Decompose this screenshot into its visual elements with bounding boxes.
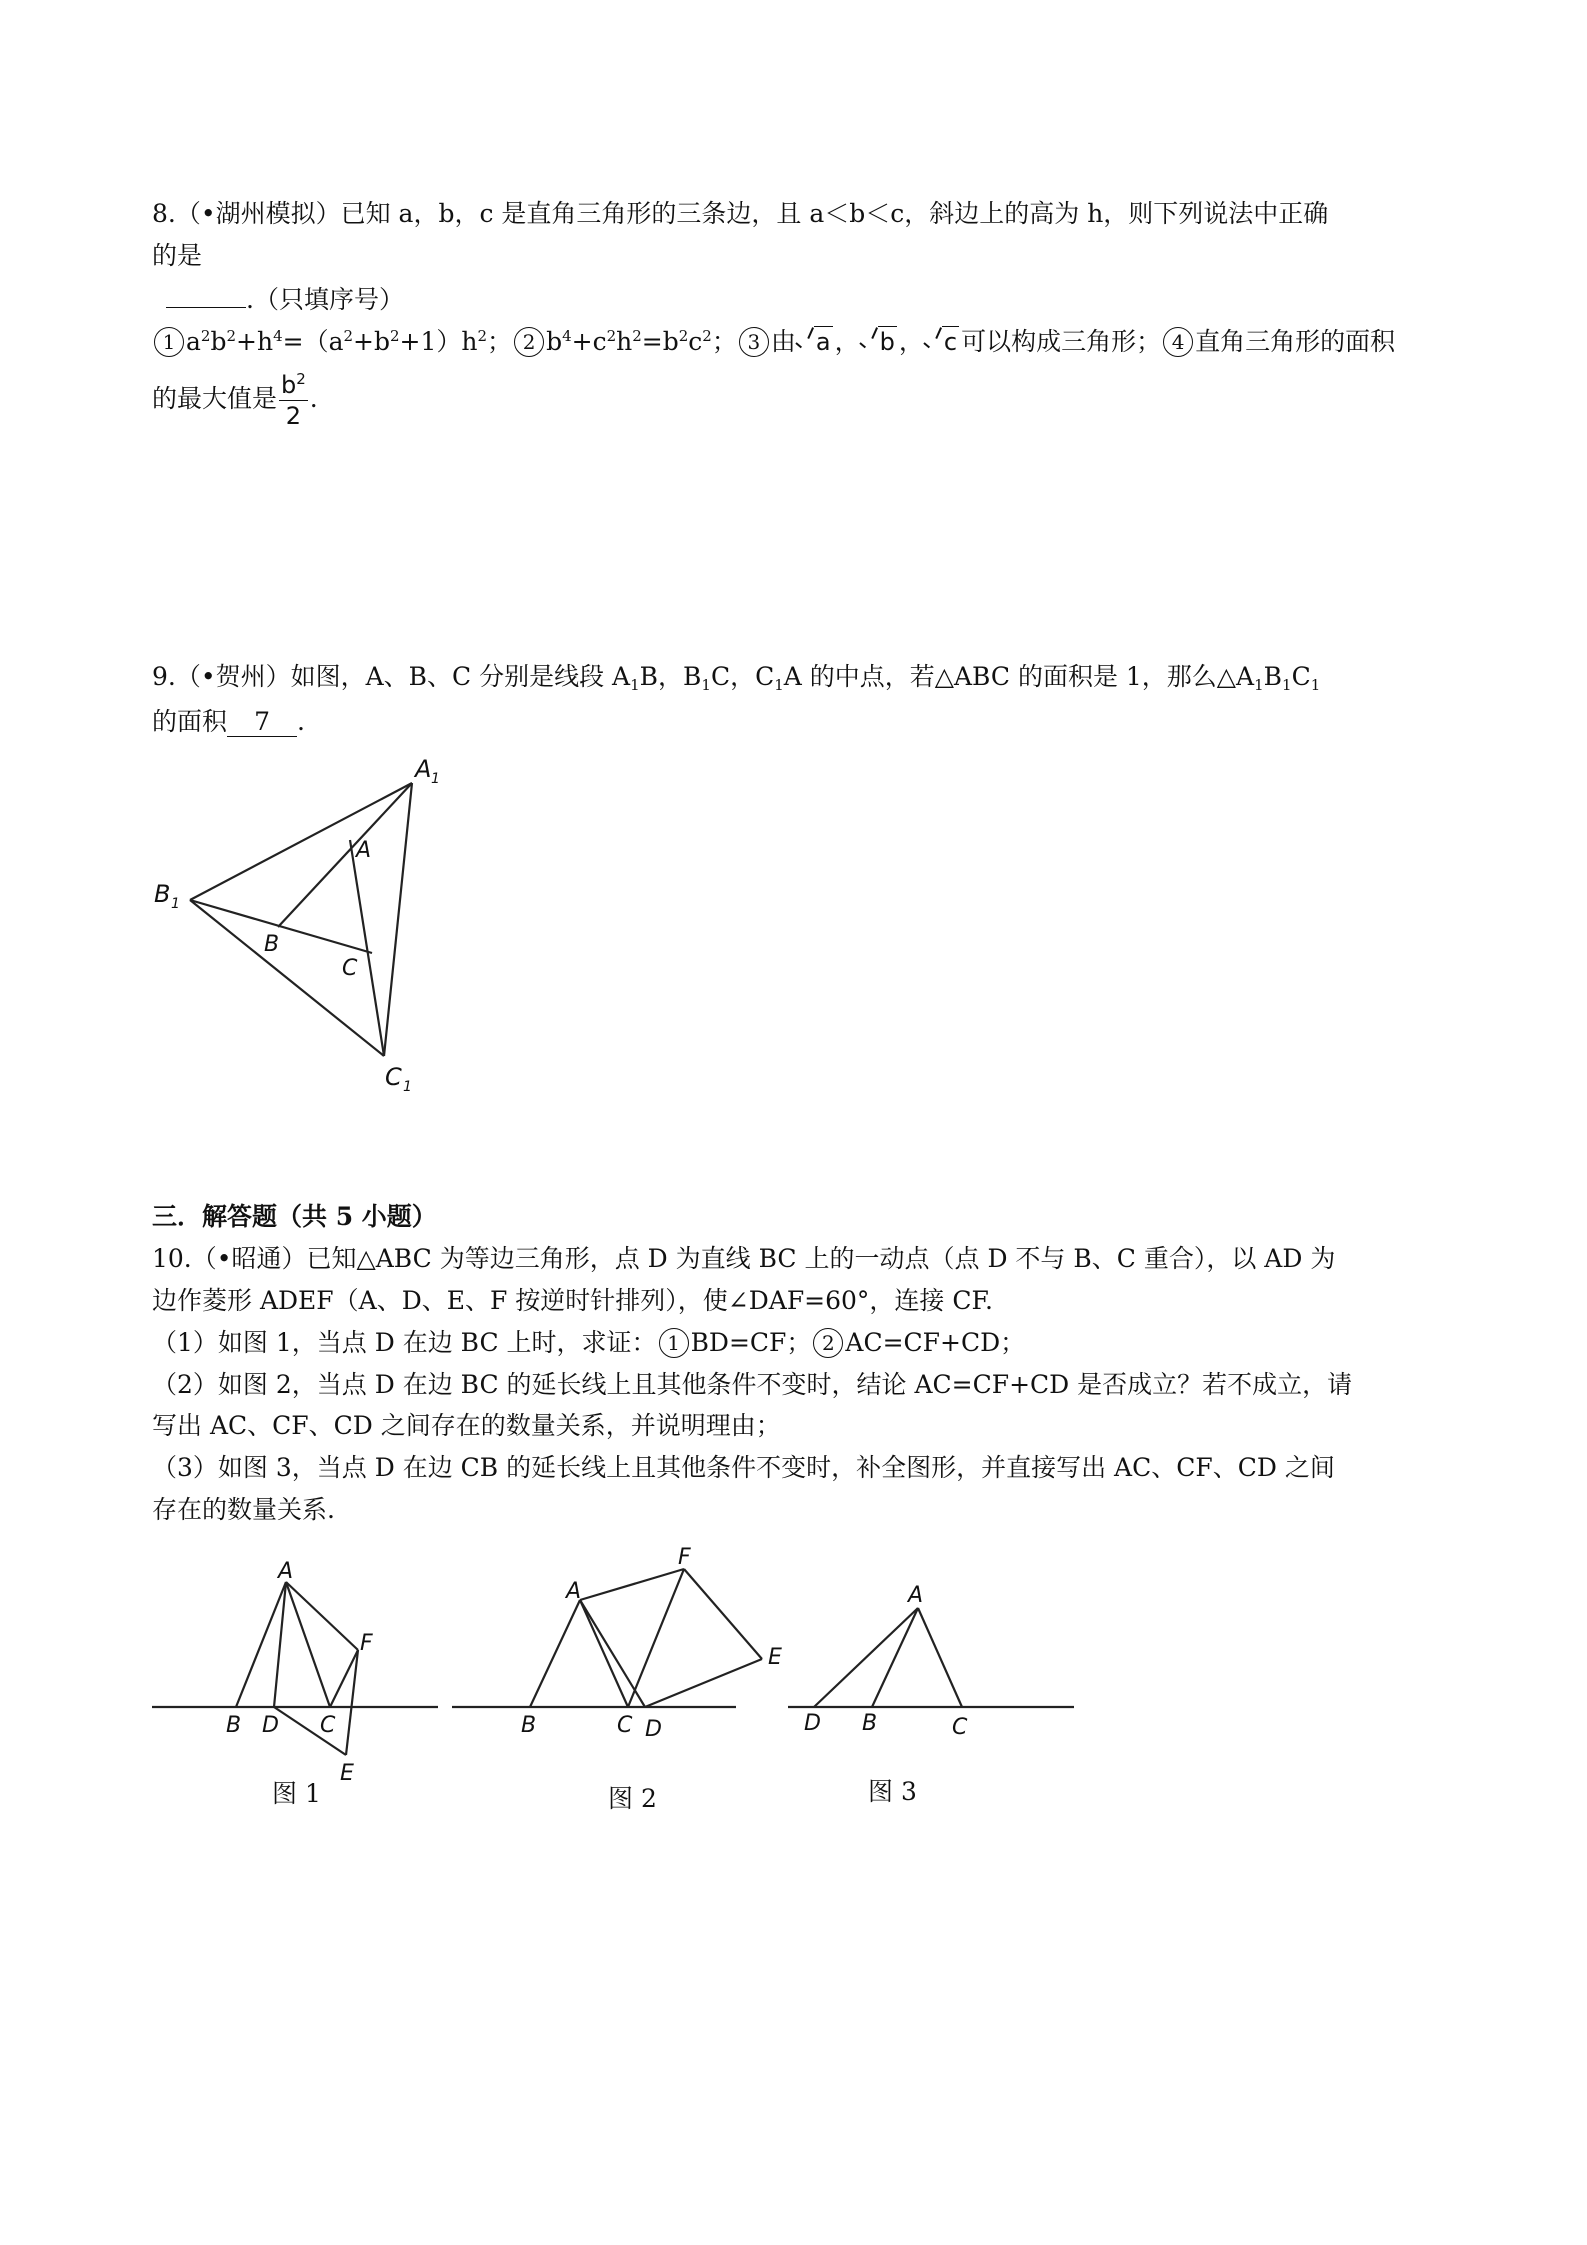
fig2-label-C: C: [617, 1713, 633, 1738]
label-A: A: [356, 838, 372, 863]
q8-answer-blank: [166, 307, 246, 308]
fig1-AF: [286, 1582, 358, 1650]
q10-line3: （1）如图 1，当点 D 在边 BC 上时，求证： 1 BD=CF； 2 AC=CF+CD；: [152, 1328, 1026, 1357]
circled-number-2: 2: [813, 1328, 843, 1358]
label-B1: B: [154, 880, 171, 908]
fig1-AC: [286, 1582, 330, 1707]
fig1-label-F: F: [360, 1631, 373, 1656]
fig2-label-F: F: [678, 1545, 691, 1570]
label-A1-sub: 1: [431, 771, 440, 787]
segment-A1-C1: [384, 783, 412, 1056]
q9-triangle-figure: [140, 745, 480, 1105]
fig1-AB: [236, 1582, 286, 1707]
fig1-AD: [274, 1582, 286, 1707]
q10-line2: 边作菱形 ADEF（A、D、E、F 按逆时针排列），使∠DAF=60°，连接 CF.: [152, 1286, 993, 1315]
q8-line4: 的最大值是 $\frac{b^2}{2}$ .: [152, 370, 318, 430]
q10-line7: 存在的数量关系.: [152, 1495, 335, 1524]
q9-answer: 7: [227, 708, 297, 737]
fig2-ED: [645, 1659, 762, 1707]
label-A1: A: [415, 755, 432, 783]
fig3-AC: [918, 1608, 962, 1707]
fig3-label-A: A: [908, 1583, 924, 1608]
fig1-label-E: E: [340, 1761, 354, 1786]
fig2-label-D: D: [645, 1717, 662, 1742]
fig2-FE: [684, 1569, 762, 1659]
q10-line5: 写出 AC、CF、CD 之间存在的数量关系，并说明理由；: [152, 1411, 781, 1440]
q8-line1: 8.（•湖州模拟）已知 a，b，c 是直角三角形的三条边，且 a＜b＜c，斜边上的高为 h，则下列说法中正确: [152, 199, 1329, 228]
circled-number-2: 2: [514, 327, 544, 357]
q10-line1: 10.（•昭通）已知△ABC 为等边三角形，点 D 为直线 BC 上的一动点（点 D 不与 B、C 重合），以 AD 为: [152, 1244, 1336, 1273]
fig3-label-B: B: [862, 1711, 878, 1736]
circled-number-1: 1: [154, 327, 184, 357]
circled-number-1: 1: [659, 1328, 689, 1358]
fig3-caption: 图 3: [868, 1777, 917, 1806]
sqrt-c: c: [924, 322, 959, 362]
label-B: B: [264, 932, 280, 957]
fig3-AD: [814, 1608, 918, 1707]
fig1-label-A: A: [278, 1559, 294, 1584]
fig1-label-C: C: [320, 1713, 336, 1738]
fig2-caption: 图 2: [608, 1784, 657, 1813]
fig2-AB: [530, 1600, 580, 1707]
fraction-b2-over-2: $\frac{b^2}{2}$: [281, 370, 306, 430]
q9-line2: 的面积 7 .: [152, 707, 305, 736]
section-heading: 三．解答题（共 5 小题）: [152, 1202, 437, 1231]
q9-line1: 9.（•贺州）如图，A、B、C 分别是线段 $A_1B$，$B_1C$，$C_1A$ 的中点，若△ABC 的面积是 1，那么$\triangle A_1B_1C_1$: [152, 662, 1321, 694]
q8-line3: .（只填序号）: [152, 280, 404, 320]
circled-number-3: 3: [739, 327, 769, 357]
sqrt-a: a: [796, 322, 833, 362]
q10-line4: （2）如图 2，当点 D 在边 BC 的延长线上且其他条件不变时，结论 AC=CF+CD 是否成立？若不成立，请: [152, 1370, 1353, 1399]
fig1-label-D: D: [262, 1713, 279, 1738]
label-C: C: [342, 956, 358, 981]
segment-B1-A1: [190, 783, 412, 900]
fig3-label-C: C: [952, 1715, 968, 1740]
q8-line2: 的是: [152, 241, 203, 270]
fig2-label-A: A: [566, 1579, 582, 1604]
q10-figures: [140, 1540, 1100, 1820]
fig2-AC: [580, 1600, 628, 1707]
label-C1: C: [385, 1063, 402, 1091]
fig2-CF: [628, 1569, 684, 1707]
fig2-label-B: B: [521, 1713, 537, 1738]
segment-B1-C: [190, 900, 372, 953]
fig1-FE: [346, 1650, 358, 1755]
sqrt-b: b: [860, 322, 897, 362]
fig3-label-D: D: [804, 1711, 821, 1736]
q10-line6: （3）如图 3，当点 D 在边 CB 的延长线上且其他条件不变时，补全图形，并直接写出 AC、CF、CD 之间: [152, 1453, 1335, 1482]
label-C1-sub: 1: [403, 1079, 412, 1095]
fig3-AB: [872, 1608, 918, 1707]
circled-number-4: 4: [1163, 327, 1193, 357]
label-B1-sub: 1: [171, 896, 180, 912]
fig1-label-B: B: [226, 1713, 242, 1738]
fig2-AF: [580, 1569, 684, 1600]
segment-B-A1: [278, 783, 412, 927]
q8-options: 1 $a^2b^2+h^4=(a^2+b^2+1)h^2$； 2 $b^4+c^2h^2=b^2c^2$； 3 由 a ， b ， c 可以构成三角形； 4 直角三角形的面积: [152, 322, 1395, 362]
fig2-label-E: E: [768, 1645, 782, 1670]
fig1-caption: 图 1: [272, 1779, 321, 1808]
